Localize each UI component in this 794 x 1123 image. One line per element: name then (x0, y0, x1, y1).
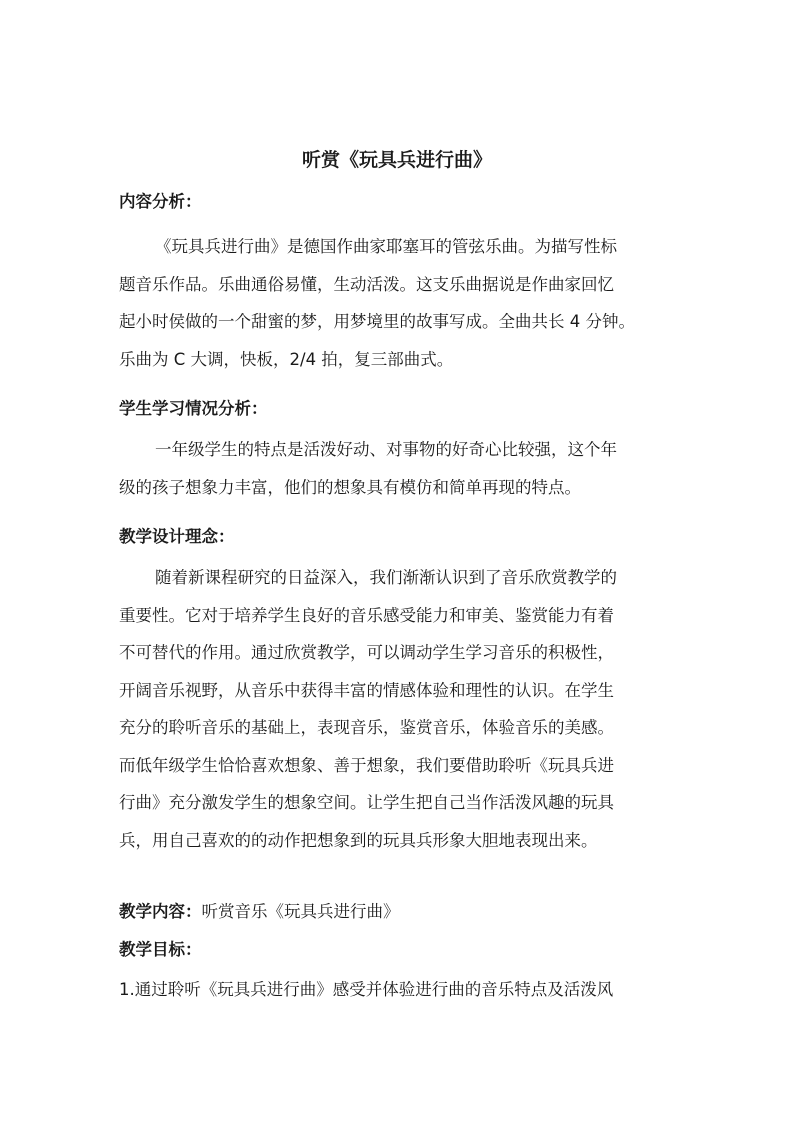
teaching-content-text: 听赏音乐《玩具兵进行曲》 (201, 902, 400, 921)
paragraph-line: 级的孩子想象力丰富，他们的想象具有模仿和简单再现的特点。 (119, 477, 581, 497)
paragraph-line: 随着新课程研究的日益深入，我们渐渐认识到了音乐欣赏教学的 (155, 568, 617, 587)
paragraph-line: 不可替代的作用。通过欣赏教学，可以调动学生学习音乐的积极性， (119, 643, 614, 662)
paragraph-line: 题音乐作品。乐曲通俗易懂，生动活泼。这支乐曲据说是作曲家回忆 (119, 274, 614, 294)
document-title: 听赏《玩具兵进行曲》 (301, 149, 492, 171)
paragraph-content-analysis (119, 228, 675, 378)
paragraph-line: 1.通过聆听《玩具兵进行曲》感受并体验进行曲的音乐特点及活泼风 (119, 980, 614, 999)
paragraph-design-concept (119, 559, 675, 859)
paragraph-line: 乐曲为 C 大调，快板，2/4 拍，复三部曲式。 (119, 349, 454, 369)
paragraph-teaching-goals (119, 971, 675, 1009)
paragraph-line: 重要性。它对于培养学生良好的音乐感受能力和审美、鉴赏能力有着 (119, 605, 614, 625)
paragraph-line: 而低年级学生恰恰喜欢想象、善于想象，我们要借助聆听《玩具兵进 (119, 755, 614, 775)
teaching-content-row (119, 900, 679, 924)
heading-teaching-content: 教学内容： (119, 902, 202, 921)
heading-content-analysis: 内容分析： (119, 192, 202, 211)
paragraph-line: 兵，用自己喜欢的的动作把想象到的玩具兵形象大胆地表现出来。 (119, 830, 598, 850)
paragraph-student-analysis (119, 431, 675, 506)
heading-teaching-goals: 教学目标： (119, 940, 202, 959)
paragraph-line: 充分的聆听音乐的基础上，表现音乐，鉴赏音乐，体验音乐的美感。 (119, 718, 614, 737)
paragraph-line: 《玩具兵进行曲》是德国作曲家耶塞耳的管弦乐曲。为描写性标 (155, 237, 617, 256)
heading-student-analysis: 学生学习情况分析： (119, 399, 268, 418)
paragraph-line: 开阔音乐视野，从音乐中获得丰富的情感体验和理性的认识。在学生 (119, 680, 614, 700)
paragraph-line: 行曲》充分激发学生的想象空间。让学生把自己当作活泼风趣的玩具 (119, 793, 614, 812)
heading-design-concept: 教学设计理念： (119, 527, 235, 546)
paragraph-line: 起小时侯做的一个甜蜜的梦，用梦境里的故事写成。全曲共长 4 分钟。 (119, 312, 635, 331)
paragraph-line: 一年级学生的特点是活泼好动、对事物的好奇心比较强，这个年 (155, 440, 617, 459)
